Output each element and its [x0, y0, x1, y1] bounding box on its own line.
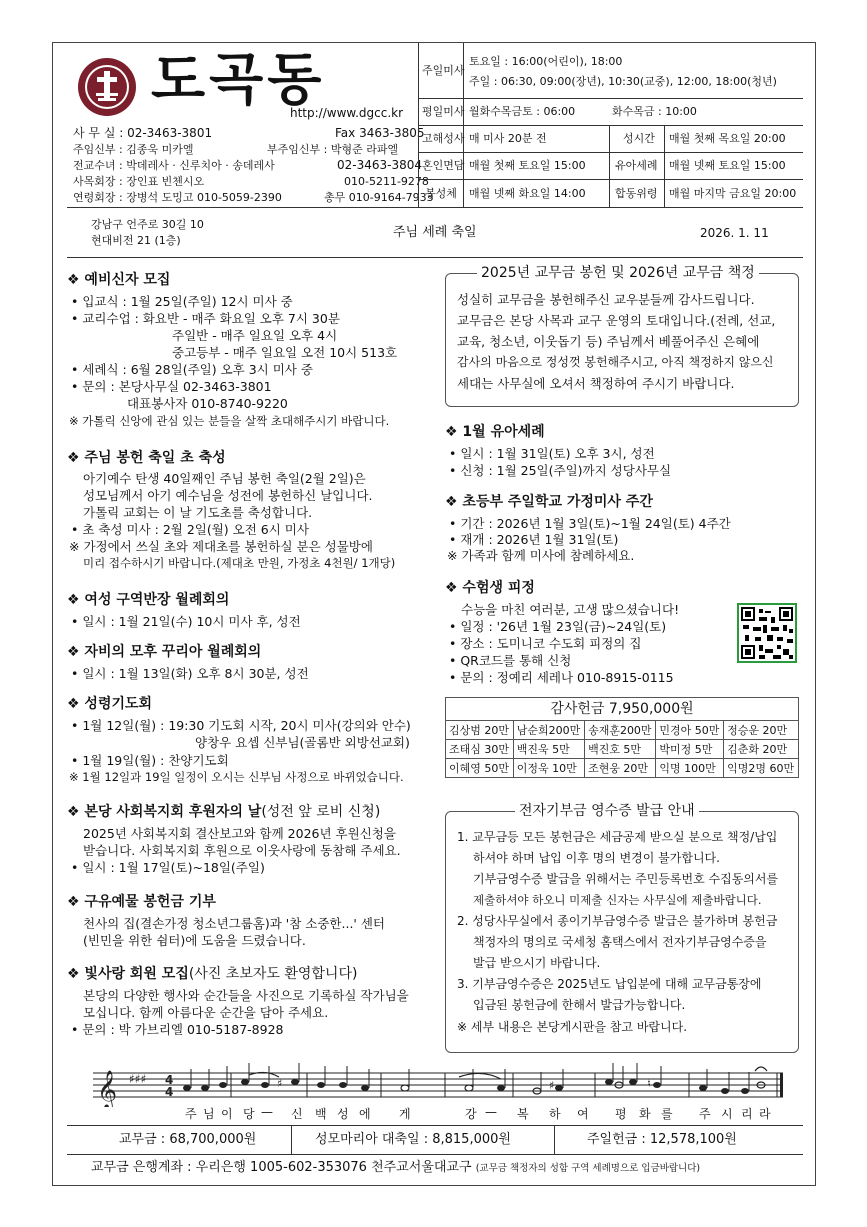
lyric: 주	[185, 1107, 197, 1121]
parish-council: 사목회장 : 장인표 빈첸시오	[73, 175, 205, 188]
left-column	[67, 271, 437, 1051]
text-line: 양창우 요셉 신부님(골롬반 외방선교회)	[195, 735, 410, 750]
feast-total: 성모마리아 대축일 : 8,815,000원	[315, 1132, 511, 1147]
liturgy-title: 주님 세례 축일	[393, 225, 477, 240]
text-line: • 신청 : 1월 25일(주일)까지 성당사무실	[449, 463, 672, 478]
parish-title: 도곡동	[151, 48, 326, 113]
schedule-label-weekday: 평일미사	[422, 105, 465, 118]
schedule-holy-hour: 매월 첫째 목요일 20:00	[669, 132, 786, 145]
text-line: • 초 축성 미사 : 2월 2일(월) 오전 6시 미사	[71, 522, 309, 537]
website-link[interactable]: http://www.dgcc.kr	[290, 106, 404, 120]
text-line: 모십니다. 함께 아름다운 순간을 담아 주세요.	[83, 1005, 329, 1020]
schedule-weekday-1: 월화수목금토 : 06:00	[469, 105, 576, 118]
text-line: 3. 기부금영수증은 2025년도 납입분에 대해 교무금통장에	[457, 977, 762, 991]
federation: 연령회장 : 장병석 도밍고 010-5059-2390	[73, 191, 282, 204]
text-line: 책정자의 명의로 국세청 홈택스에서 전자기부금영수증을	[473, 935, 767, 949]
lyric: 당	[243, 1107, 255, 1121]
text-line: 발급 받으시기 바랍니다.	[473, 956, 601, 970]
section-crib-offering-title: ❖ 구유예물 봉헌금 기부	[67, 894, 216, 910]
vice-pastor: 부주임신부 : 박형준 라파엘	[267, 143, 399, 156]
text-line: • 장소 : 도미니코 수도회 피정의 집	[449, 636, 642, 651]
table-cell: 백진욱 5만	[513, 740, 584, 759]
table-cell: 남순희200만	[513, 721, 584, 740]
schedule-marriage: 매월 첫째 토요일 15:00	[469, 159, 586, 172]
table-cell: 민경아 50만	[656, 721, 724, 740]
text-line: 성모님께서 아기 예수님을 성전에 봉헌하신 날입니다.	[83, 488, 373, 503]
pastor: 주임신부 : 김종욱 미카엘	[73, 143, 194, 156]
section-presentation-title: ❖ 주님 봉헌 축일 초 축성	[67, 450, 226, 466]
dues-total: 교무금 : 68,700,000원	[119, 1132, 257, 1147]
text-line: 하셔야 하며 납입 이후 명의 변경이 불가합니다.	[473, 851, 720, 865]
bulletin-page	[52, 42, 816, 1186]
text-line: ※ 가톨릭 신앙에 관심 있는 분들을 살짝 초대해주시기 바랍니다.	[69, 414, 390, 428]
text-line: 제출하셔야 하오니 미제출 신자는 사무실에 제출바랍니다.	[473, 893, 762, 907]
footer-totals	[67, 1125, 803, 1182]
text-line: • 일시 : 1월 31일(토) 오후 3시, 성전	[449, 446, 655, 461]
svg-text:4: 4	[165, 1073, 174, 1087]
schedule-label-marriage: 혼인면담	[422, 159, 465, 172]
qr-code-icon[interactable]	[737, 603, 797, 663]
text-line: 세대는 사무실에 오셔서 책정하여 주시기 바랍니다.	[457, 376, 735, 391]
table-cell: 김상범 20만	[446, 721, 514, 740]
table-cell: 이혜영 50만	[446, 759, 514, 778]
text-line: ※ 가족과 함께 미사에 참례하세요.	[447, 548, 635, 563]
lyric: 게	[399, 1107, 411, 1121]
lyric: 님	[203, 1107, 215, 1121]
table-cell: 백진호 5만	[585, 740, 656, 759]
section-catechumen-title: ❖ 예비신자 모집	[67, 272, 171, 288]
text-line: 입금된 봉헌금에 한해서 발급가능합니다.	[473, 998, 686, 1012]
svg-text:♯: ♯	[277, 1077, 283, 1090]
table-cell: 조현웅 20만	[585, 759, 656, 778]
table-cell: 익명 100만	[656, 759, 724, 778]
lyric: 강	[465, 1107, 477, 1121]
lyric: —	[261, 1105, 273, 1119]
text-line: 수능을 마친 여러분, 고생 많으셨습니다!	[461, 602, 680, 617]
text-line: 2025년 사회복지회 결산보고와 함께 2026년 후원신청을	[83, 826, 396, 841]
thanks-offering-table	[445, 697, 799, 778]
lyric: 리	[741, 1107, 753, 1121]
bank-account-note: (교무금 책정자의 성함 구역 세례명으로 입금바랍니다)	[475, 1163, 701, 1174]
text-line: 대표봉사자 010-8740-9220	[127, 396, 288, 411]
text-line: • 일시 : 1월 17일(토)~18일(주일)	[71, 860, 265, 875]
text-line: ※ 세부 내용은 본당게시판을 참고 바랍니다.	[457, 1020, 688, 1034]
lyric: 에	[359, 1107, 371, 1121]
section-photo-club-title	[67, 965, 357, 983]
dues-notice-title: 2025년 교무금 봉헌 및 2026년 교무금 책정	[477, 264, 759, 282]
table-row	[446, 759, 799, 778]
text-line: 성실히 교무금을 봉헌해주신 교우분들께 감사드립니다.	[457, 292, 755, 307]
table-row	[446, 740, 799, 759]
schedule-confession: 매 미사 20분 전	[469, 132, 547, 145]
lyric: 신	[291, 1107, 303, 1121]
svg-text:4: 4	[165, 1085, 174, 1099]
address-line2: 현대비전 21 (1층)	[91, 234, 181, 247]
lyric: 화	[639, 1107, 651, 1121]
text-line: 아기예수 탄생 40일째인 주님 봉헌 축일(2월 2일)은	[83, 471, 366, 486]
table-cell: 조태심 30만	[446, 740, 514, 759]
text-line: • 일정 : '26년 1월 23일(금)~24일(토)	[449, 619, 667, 634]
sisters-phone: 02-3463-3804	[337, 158, 423, 172]
table-cell: 익명2명 60만	[724, 759, 799, 778]
section-infant-baptism-title: ❖ 1월 유아세례	[445, 424, 545, 440]
text-line: • 문의 : 박 가브리엘 010-5187-8928	[71, 1022, 284, 1037]
section-curia-title: ❖ 자비의 모후 꾸리아 월례회의	[67, 644, 262, 660]
lyric: 주	[699, 1107, 711, 1121]
text-line: 감사의 마음으로 정성껏 봉헌해주시고, 아직 책정하지 않으신	[457, 355, 774, 369]
text-line: 받습니다. 사회복지회 후원으로 이웃사랑에 동참해 주세요.	[83, 843, 401, 858]
schedule-infant-baptism: 매월 넷째 토요일 15:00	[669, 159, 786, 172]
schedule-label-holy-hour: 성시간	[623, 132, 655, 145]
section-welfare-title	[67, 803, 380, 821]
schedule-label-confession: 고해성사	[422, 132, 465, 145]
text-line: • 세례식 : 6월 28일(주일) 오후 3시 미사 중	[71, 362, 313, 377]
text-line: (빈민을 위한 쉼터)에 도움을 드렸습니다.	[83, 933, 306, 948]
schedule-label-infant-baptism: 유아세례	[615, 159, 658, 172]
lyric: 백	[315, 1107, 327, 1121]
lyric: —	[485, 1105, 497, 1119]
table-cell: 박미정 5만	[656, 740, 724, 759]
bank-account-label: 교무금 은행계좌 : 우리은행 1005-602-353076 천주교서울대교구	[91, 1160, 472, 1175]
section-photo-club-title-main: ❖ 빛사랑 회원 모집	[67, 966, 189, 982]
bulletin-date: 2026. 1. 11	[700, 226, 769, 240]
lyric: 시	[721, 1107, 733, 1121]
schedule-communion: 매월 넷째 화요일 14:00	[469, 187, 586, 200]
section-sunday-school-title: ❖ 초등부 주일학교 가정미사 주간	[445, 494, 653, 510]
section-retreat-title: ❖ 수험생 피정	[445, 580, 535, 596]
staff-svg	[89, 1061, 791, 1107]
schedule-sunday-sun: 주일 : 06:30, 09:00(장년), 10:30(교중), 12:00, 18:00(청년)	[469, 75, 777, 88]
table-cell: 송재훈200만	[585, 721, 656, 740]
text-line: ※ 1월 12일과 19일 일정이 오시는 신부님 사정으로 바뀌었습니다.	[69, 770, 404, 784]
lyric: 이	[221, 1107, 233, 1121]
text-line: • 교리수업 : 화요반 - 매주 화요일 오후 7시 30분	[71, 311, 340, 326]
lyric: 성	[337, 1107, 349, 1121]
text-line: • 입교식 : 1월 25일(주일) 12시 미사 중	[71, 294, 293, 309]
text-line: ※ 가정에서 쓰실 초와 제대초를 봉헌하실 분은 성물방에	[69, 539, 373, 554]
text-line: 미리 접수하시기 바랍니다.(제대초 만원, 가정초 4천원/ 1개당)	[83, 556, 396, 570]
office-fax: Fax 3463-3805	[335, 126, 425, 140]
svg-text:𝄞: 𝄞	[97, 1070, 118, 1107]
lyric: 복	[517, 1107, 529, 1121]
text-line: • 1월 12일(월) : 19:30 기도회 시작, 20시 미사(강의와 안수)	[71, 718, 411, 733]
svg-text:♯: ♯	[549, 1079, 555, 1092]
table-cell: 김춘화 20만	[724, 740, 799, 759]
thanks-offering-grid	[445, 720, 799, 778]
text-line: • 일시 : 1월 13일(화) 오후 8시 30분, 성전	[71, 666, 309, 681]
lyric: 를	[661, 1107, 673, 1121]
lyric: 평	[615, 1107, 627, 1121]
lyric: 여	[577, 1107, 589, 1121]
text-line: • 일시 : 1월 21일(수) 10시 미사 후, 성전	[71, 614, 301, 629]
table-row	[446, 721, 799, 740]
text-line: 중고등부 - 매주 일요일 오전 10시 513호	[172, 345, 398, 360]
schedule-label-sunday: 주일미사	[422, 64, 465, 77]
section-welfare-title-suffix: (성전 앞 로비 신청)	[261, 804, 381, 820]
text-line: 교육, 청소년, 이웃돕기 등) 주님께서 베풀어주신 은혜에	[457, 334, 760, 349]
text-line: 1. 교무금등 모든 봉헌금은 세금공제 받으실 분으로 책정/납입	[457, 830, 778, 844]
thanks-offering-title: 감사헌금 7,950,000원	[445, 697, 799, 720]
federation-phone: 총무 010-9164-7933	[324, 191, 434, 204]
text-line: • 기간 : 2026년 1월 3일(토)~1월 24일(토) 4주간	[449, 516, 731, 531]
svg-text:♮: ♮	[647, 1077, 651, 1090]
text-line: 천사의 집(결손가정 청소년그룹홈)과 '참 소중한...' 센터	[83, 916, 385, 931]
parish-logo	[77, 57, 137, 117]
text-line: 주일반 - 매주 일요일 오후 4시	[172, 328, 338, 343]
table-cell: 이정욱 10만	[513, 759, 584, 778]
text-line: 가톨릭 교회는 이 날 기도초를 축성합니다.	[83, 505, 313, 520]
text-line: • 재개 : 2026년 1월 31일(토)	[449, 532, 619, 547]
schedule-label-requiem: 합동위령	[615, 187, 658, 200]
schedule-weekday-2: 화수목금 : 10:00	[612, 105, 697, 118]
text-line: • QR코드를 통해 신청	[449, 653, 572, 668]
text-line: • 문의 : 정예리 세레나 010-8915-0115	[449, 670, 674, 685]
table-cell: 정승운 20만	[724, 721, 799, 740]
parish-council-phone: 010-5211-9278	[344, 175, 429, 188]
bank-account	[91, 1160, 700, 1177]
text-line: 2. 성당사무실에서 종이기부금영수증 발급은 불가하며 봉헌금	[457, 914, 778, 928]
address-line1: 강남구 언주로 30길 10	[91, 218, 204, 231]
text-line: 기부금영수증 발급을 위해서는 주민등록번호 수집동의서를	[473, 872, 779, 886]
schedule-requiem: 매월 마지막 금요일 20:00	[669, 187, 797, 200]
text-line: • 1월 19일(월) : 찬양기도회	[71, 753, 229, 768]
receipt-notice-title: 전자기부금 영수증 발급 안내	[515, 802, 699, 820]
lyric: 하	[549, 1107, 561, 1121]
section-photo-club-title-suffix: (사진 초보자도 환영합니다)	[188, 966, 358, 982]
text-line: • 문의 : 본당사무실 02-3463-3801	[71, 379, 272, 394]
schedule-label-communion: 봉성체	[425, 187, 457, 200]
section-prayer-meeting-title: ❖ 성령기도회	[67, 696, 153, 712]
header-block	[67, 43, 803, 258]
text-line: 교무금은 본당 사목과 교구 운영의 토대입니다.(전례, 선교,	[457, 313, 776, 328]
lyrics-row	[89, 1105, 791, 1121]
text-line: 본당의 다양한 행사와 순간들을 사진으로 기록하실 작가님을	[83, 988, 409, 1003]
lyric: 라	[759, 1107, 771, 1121]
section-welfare-title-main: ❖ 본당 사회복지회 후원자의 날	[67, 804, 262, 820]
sunday-total: 주일헌금 : 12,578,100원	[587, 1132, 737, 1147]
svg-text:♯♯♯: ♯♯♯	[129, 1072, 147, 1086]
sisters: 전교수녀 : 박데레사 · 신루치아 · 송데레사	[73, 159, 275, 172]
music-staff	[89, 1061, 791, 1123]
section-women-leaders-title: ❖ 여성 구역반장 월례회의	[67, 592, 230, 608]
office-phone: 사 무 실 : 02-3463-3801	[73, 126, 213, 140]
schedule-sunday-sat: 토요일 : 16:00(어린이), 18:00	[469, 55, 623, 68]
receipt-notice-box	[445, 811, 799, 1053]
right-column	[445, 263, 803, 1053]
